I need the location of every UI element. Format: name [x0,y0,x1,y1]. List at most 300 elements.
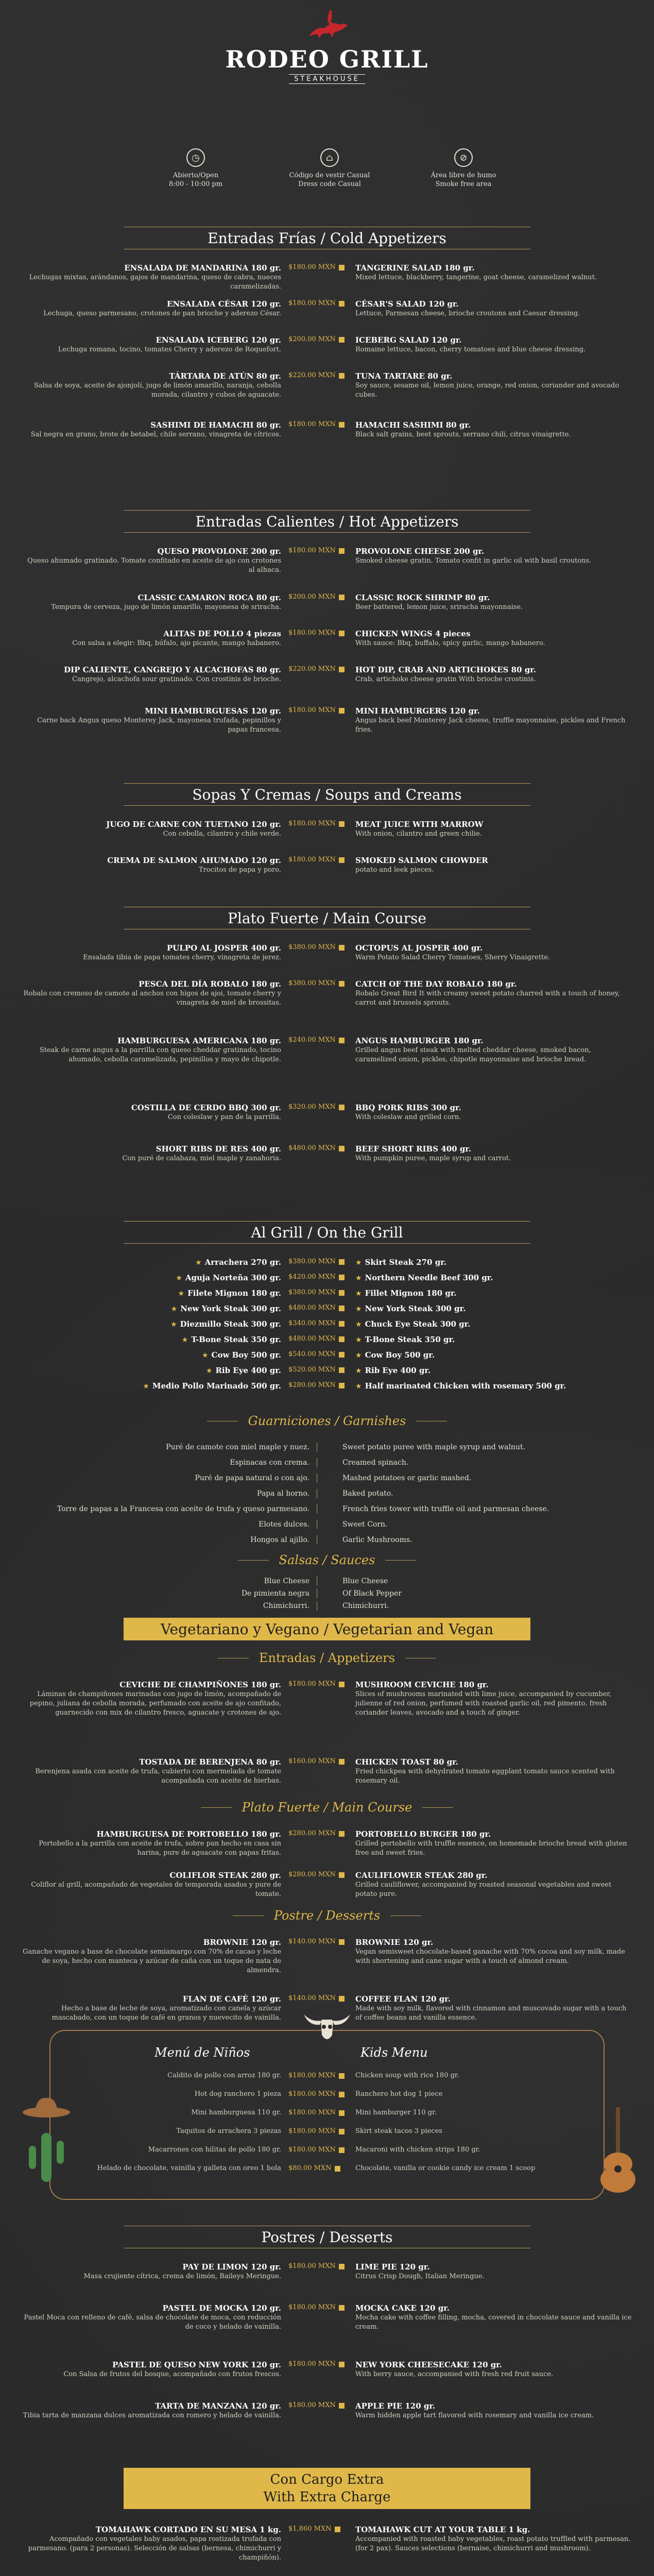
price-marker [339,1259,345,1265]
item-name-es: Medio Pollo Marinado 500 gr. [152,1381,281,1391]
item-name-en: Blue Cheese [342,1577,388,1585]
item-desc-en: With berry sauce, accompanied with fresh red fruit sauce. [355,2370,554,2378]
divider [317,1535,337,1545]
price [288,2303,350,2332]
star-icon: ★ [195,1259,202,1267]
price-marker [339,857,345,863]
kids-item [72,2071,582,2080]
menu-item [21,1829,633,1858]
list-item [21,1577,633,1586]
price-value: $380.00 MXN [288,1258,336,1265]
item-name-en: CLASSIC ROCK SHRIMP 80 gr. [355,593,490,602]
price-marker [339,708,345,714]
price [288,979,350,1008]
item-en [350,2524,633,2563]
price-line [288,1288,350,1297]
item-name-en: MOCKA CAKE 120 gr. [355,2303,450,2313]
brand-sub: STEAKHOUSE [289,74,365,84]
price-marker [339,1105,345,1110]
item-es [21,1303,288,1314]
price-marker [339,2129,345,2134]
grill-item [21,1350,633,1360]
item-en [350,665,633,684]
price-marker [339,1275,345,1280]
item-desc-en: With pumpkin puree, maple syrup and carrot. [355,1155,511,1162]
star-icon: ★ [201,1351,209,1360]
item-desc-en: Accompanied with roasted baby vegetables, roast potato truffled with parmesan. (for 2 pax). Sauces selections (bernaise, chimichurri and mushroom). [355,2535,631,2552]
item-es [21,299,288,318]
item-name-es: PASTEL DE QUESO NEW YORK 120 gr. [112,2360,281,2369]
price-value: $180.00 MXN [288,2127,336,2135]
item-es [72,2164,288,2173]
star-icon: ★ [178,1290,185,1298]
item-desc-es: Masa crujiente cítrica, crema de limón, Baileys Meringue. [83,2273,281,2280]
item-name-es: Torre de papas a la Francesa con aceite de trufa y queso parmesano. [57,1505,309,1513]
item-name-es: DIP CALIENTE, CANGREJO Y ALCACHOFAS 80 gr. [64,665,281,674]
no-smoking-icon: ⊘ [454,148,473,167]
price-line [288,1350,350,1359]
item-es [21,2524,288,2563]
kids-item [72,2108,582,2117]
item-en [350,1829,633,1858]
list-item [21,1473,633,1483]
item-name-en: Sweet Corn. [342,1520,388,1529]
menu-item [21,263,633,292]
price [288,420,350,439]
item-es [21,1473,317,1483]
menu-item [21,819,633,839]
item-es [21,1520,317,1529]
price-value: $180.00 MXN [288,2262,336,2270]
divider [317,1443,337,1452]
item-name-en: MINI HAMBURGERS 120 gr. [355,706,480,716]
list-item [21,1443,633,1452]
guitar-icon [592,2102,644,2195]
item-desc-en: Slices of mushrooms marinated with lime juice, accompanied by cucumber, julienne of red onion, perfumed with roasted garlic oil, red pimento, fresh coriander leaves, avocado and a touch of ginger. [355,1690,612,1717]
price-marker [339,1872,345,1878]
menu-item [21,1937,633,1975]
price [288,2164,350,2173]
price-line [288,665,350,674]
grill-item [21,1365,633,1376]
price-value: $480.00 MXN [288,1144,336,1152]
item-en [350,1144,633,1163]
menu-item [21,546,633,575]
price [288,1257,350,1267]
item-name-en: Creamed spinach. [342,1459,409,1467]
item-name-es: Puré de papa natural o con ajo. [195,1474,309,1482]
item-desc-en: Mixed lettuce, blackberry, tangerine, goat cheese, caramelized walnut. [355,274,597,281]
price-value: $180.00 MXN [288,299,336,307]
item-es [21,1870,288,1899]
price-value: $180.00 MXN [288,547,336,554]
item-es [21,1036,288,1064]
price [288,1334,350,1345]
price-line [288,943,350,952]
price [288,943,350,962]
item-name-es: Papa al horno. [257,1489,309,1498]
item-es [21,2401,288,2420]
divider [317,1589,337,1598]
price-value: $540.00 MXN [288,1350,336,1358]
price-value: $160.00 MXN [288,1757,336,1765]
price [288,629,350,648]
price-value: $380.00 MXN [288,943,336,951]
price-marker [339,2110,345,2116]
kids-item [72,2145,582,2155]
menu-item [21,420,633,439]
item-name-es: De pimienta negra [241,1589,309,1598]
item-name-es: PULPO AL JOSPER 400 gr. [166,943,281,953]
item-name-es: SHORT RIBS DE RES 400 gr. [156,1144,281,1154]
item-name-es: Rib Eye 400 gr. [215,1366,281,1375]
price-value: $320.00 MXN [288,1103,336,1111]
list-item [21,1504,633,1514]
item-es [21,979,288,1008]
item-name-en: Half marinated Chicken with rosemary 500 gr. [365,1381,566,1391]
item-en [350,855,633,875]
item-desc-en: Beer battered, lemon juice, sriracha mayonnaise. [355,603,523,611]
price [288,2524,350,2563]
item-es [21,706,288,735]
item-es [72,2090,288,2099]
item-name-en: CÉSAR'S SALAD 120 gr. [355,299,459,309]
item-es [72,2108,288,2117]
price-line [288,1103,350,1112]
item-name-es: QUESO PROVOLONE 200 gr. [157,547,281,556]
item-desc-es: Láminas de champiñones marinadas con jugo de limón, acompañado de pepino, juliana de cebolla morada, perfumado con aceite de ajo confitado, guarnecido con mix de cilantro fresco, aguacate y crotones de ajo. [29,1690,281,1717]
menu-item [21,629,633,648]
price-marker [339,422,345,428]
item-desc-es: Trocitos de papa y poro. [199,866,281,874]
item-en [350,2360,633,2379]
brand-name: RODEO GRILL [225,45,429,73]
item-name-en: ICEBERG SALAD 120 gr. [355,335,462,345]
item-name-es: ENSALADA DE MANDARINA 180 gr. [124,263,281,273]
item-name-es: T-Bone Steak 350 gr. [191,1335,281,1344]
menu-item [21,2262,633,2281]
menu-item [21,592,633,612]
item-name-en: T-Bone Steak 350 gr. [365,1335,455,1344]
grill-item [21,1273,633,1283]
item-name-es: PAY DE LIMON 120 gr. [182,2262,281,2272]
price [288,2090,350,2099]
price-marker [339,337,345,343]
section-soups: Sopas Y Cremas / Soups and Creams [124,783,530,806]
star-icon: ★ [143,1382,149,1391]
section-veg-desserts: Postre / Desserts [124,1906,530,1925]
price-value: $180.00 MXN [288,706,336,714]
item-desc-en: Made with soy milk, flavored with cinnamon and muscovado sugar with a touch of coffee beans and vanilla essence. [355,2005,627,2022]
item-desc-es: Queso ahumado gratinado. Tomate confitado en aceite de ajo con crotones al alhaca. [27,557,281,574]
item-name-en: Rib Eye 400 gr. [365,1366,431,1375]
item-desc-es: Portobello a la parrilla con aceite de trufa, sobre pan hecho en casa sin harina, pure de aguacate con papas fritas. [39,1840,281,1857]
price-value: $180.00 MXN [288,2146,336,2154]
item-desc-en: Fried chickpea with dehydrated tomato eggplant tomato sauce scented with rosemary oil. [355,1768,615,1785]
price-marker [339,1336,345,1342]
item-name-en: TUNA TARTARE 80 gr. [355,371,453,381]
item-name-en: CHICKEN WINGS 4 pieces [355,629,471,638]
price-marker [339,2305,345,2311]
item-en [350,2071,582,2080]
price-line [288,2262,350,2271]
price-marker [339,595,345,600]
logo [0,10,654,84]
menu-item [21,665,633,684]
item-en [350,1994,633,2023]
price-marker [339,548,345,554]
item-name-en: Garlic Mushrooms. [342,1536,412,1544]
price-value: $180.00 MXN [288,2109,336,2116]
price-line [288,1829,350,1838]
price-line [288,1937,350,1946]
item-name-es: CLASSIC CAMARON ROCA 80 gr. [137,593,281,602]
price-marker [339,1831,345,1837]
item-en [337,1473,633,1483]
item-desc-en: With sauce: Bbq, buffalo, spicy garlic, mango habanero. [355,639,545,647]
item-en [350,706,633,735]
item-desc-en: Romaine lettuce, bacon, cherry tomatoes and blue cheese dressing. [355,346,586,353]
item-es [21,1273,288,1283]
item-name-es: Diezmillo Steak 300 gr. [180,1319,281,1329]
price-value: $80.00 MXN [288,2164,332,2172]
item-name-en: APPLE PIE 120 gr. [355,2401,436,2411]
price [288,592,350,612]
item-es [21,2262,288,2281]
item-name-en: Chicken soup with rice 180 gr. [355,2072,459,2079]
item-en [337,1458,633,1467]
item-en [350,1870,633,1899]
item-es [21,1757,288,1786]
item-desc-es: Steak de carne angus a la parrilla con queso cheddar gratinado, tocino ahumado, cebolla caramelizada, pepinillos y mayo de chipotle. [39,1046,281,1063]
price-line [288,371,350,380]
price [288,1288,350,1298]
item-name-es: COSTILLA DE CERDO BBQ 300 gr. [131,1103,281,1112]
price-marker [339,1939,345,1945]
item-name-en: Skirt Steak 270 gr. [365,1258,446,1267]
item-desc-en: Citrus Crisp Dough, Italian Meringue. [355,2273,485,2280]
price-value: $280.00 MXN [288,1381,336,1389]
item-es [21,420,288,439]
item-desc-en: potato and leek pieces. [355,866,434,874]
item-es [21,1458,317,1467]
section-extra-charge: Con Cargo Extra With Extra Charge [124,2468,530,2509]
item-desc-en: Angus back beef Monterey Jack cheese, truffle mayonnaise, pickles and French fries. [355,717,626,734]
item-name-es: Hongos al ajillo. [250,1536,309,1544]
item-desc-es: Salsa de soya, aceite de ajonjolí, jugo de limón amarillo, naranja, cebolla morada, cilantro y cubos de aguacate. [34,382,281,399]
price [288,1870,350,1899]
item-desc-es: Carne back Angus queso Monterey Jack, mayonesa trufada, pepinillos y papas francesa. [37,717,281,734]
item-name-es: ENSALADA CÉSAR 120 gr. [167,299,281,309]
item-name-es: Cow Boy 500 gr. [211,1350,281,1360]
item-name-es: Blue Cheese [264,1577,309,1585]
price-value: $140.00 MXN [288,1994,336,2002]
item-name-en: SMOKED SALMON CHOWDER [355,856,488,865]
price [288,1937,350,1975]
item-en [350,1303,633,1314]
price [288,706,350,735]
divider [317,1601,337,1611]
price-value: $1,860 MXN [288,2525,332,2533]
item-desc-en: Robalo Great Bird It with creamy sweet potato charred with a touch of honey, carrot and brussels sprouts. [355,990,620,1007]
price [288,2071,350,2080]
item-en [350,1365,633,1376]
info-bar [144,148,515,189]
section-vegetarian: Vegetariano y Vegano / Vegetarian and Vegan [124,1618,530,1640]
item-es [21,1577,317,1586]
item-name-en: Baked potato. [342,1489,393,1498]
item-desc-en: Grilled cauliflower, accompanied by roasted seasonal vegetables and sweet potato pure. [355,1881,612,1898]
list-item [21,1489,633,1498]
star-icon: ★ [170,1305,178,1313]
star-icon: ★ [170,1320,177,1329]
section-hot-appetizers: Entradas Calientes / Hot Appetizers [124,510,530,533]
price-line [288,2108,350,2117]
star-icon: ★ [355,1351,362,1360]
menu-item [21,979,633,1008]
price [288,1365,350,1376]
item-desc-en: Lettuce, Parmesan cheese, brioche croutons and Caesar dressing. [355,310,580,317]
item-name-es: Macarrones con hilitas de pollo 180 gr. [148,2146,281,2154]
price [288,2108,350,2117]
price [288,1036,350,1064]
bull-rider-icon [304,10,350,41]
item-name-en: MEAT JUICE WITH MARROW [355,820,484,829]
price-value: $180.00 MXN [288,856,336,863]
item-name-en: New York Steak 300 gr. [365,1304,466,1313]
price-marker [339,2147,345,2153]
price-value: $180.00 MXN [288,420,336,428]
price-line [288,335,350,344]
kids-title-es: Menú de Niños [154,2045,250,2060]
item-name-en: Chocolate, vanilla or cookie candy ice cream 1 scoop [355,2164,536,2172]
price-line [288,420,350,429]
grill-item [21,1319,633,1329]
menu-item [21,2303,633,2332]
item-en [337,1443,633,1452]
item-es [21,943,288,962]
item-name-es: Aguja Norteña 300 gr. [185,1273,281,1282]
price-value: $180.00 MXN [288,1680,336,1688]
item-desc-en: Warm Potato Salad Cherry Tomatoes, Sherry Vinaigrette. [355,954,550,961]
price-marker [339,1038,345,1043]
price-value: $180.00 MXN [288,2360,336,2368]
item-name-es: Arrachera 270 gr. [204,1258,281,1267]
item-es [21,1601,317,1611]
price-marker [339,981,345,987]
item-name-en: LIME PIE 120 gr. [355,2262,430,2272]
price-value: $480.00 MXN [288,1304,336,1312]
price-marker [339,1146,345,1151]
price-line [288,855,350,865]
item-es [21,1381,288,1391]
item-name-en: CAULIFLOWER STEAK 280 gr. [355,1871,488,1880]
price-line [288,2360,350,2369]
price [288,1680,350,1718]
price-line [288,1319,350,1328]
item-name-en: TANGERINE SALAD 180 gr. [355,263,475,273]
price-value: $520.00 MXN [288,1366,336,1374]
price-line [288,979,350,988]
item-en [350,2262,633,2281]
price [288,855,350,875]
item-name-es: TOMAHAWK CORTADO EN SU MESA 1 kg. [95,2525,281,2534]
price-value: $200.00 MXN [288,593,336,601]
item-desc-es: Con salsa a elegir: Bbq, búfalo, ajo picante, mango habanero. [72,639,281,647]
item-name-en: Sweet potato puree with maple syrup and walnut. [342,1443,526,1451]
item-en [350,1257,633,1267]
star-icon: ★ [355,1382,362,1391]
item-es [21,1535,317,1545]
price-marker [339,1682,345,1687]
price-line [288,2164,350,2173]
item-en [350,546,633,575]
item-en [350,1334,633,1345]
item-desc-en: Vegan semisweet chocolate-based ganache with 70% cocoa and soy milk, made with shortening and cane sugar with a touch of almond cream. [355,1948,625,1965]
grill-item [21,1257,633,1267]
kids-title-en: Kids Menu [360,2045,428,2060]
price-value: $180.00 MXN [288,820,336,827]
item-desc-en: With coleslaw and grilled corn. [355,1113,461,1121]
item-es [21,592,288,612]
menu-item [21,1144,633,1163]
price [288,299,350,318]
price [288,1273,350,1283]
section-veg-main: Plato Fuerte / Main Course [124,1798,530,1817]
item-desc-es: Ensalada tibia de papa tomates cherry, vinagreta de jerez. [83,954,281,961]
item-name-es: PESCA DEL DÍA ROBALO 180 gr. [139,979,281,989]
item-name-es: Elotes dulces. [259,1520,309,1529]
item-name-es: Caldito de pollo con arroz 180 gr. [167,2072,281,2079]
price-value: $140.00 MXN [288,1938,336,1945]
star-icon: ★ [355,1320,362,1329]
price-value: $180.00 MXN [288,2303,336,2311]
item-en [337,1520,633,1529]
menu-item [21,2401,633,2420]
item-name-en: BEEF SHORT RIBS 400 gr. [355,1144,472,1154]
item-es [72,2145,288,2155]
price-line [288,299,350,308]
divider [317,1504,337,1514]
price-marker [339,1321,345,1327]
item-name-en: HAMACHI SASHIMI 80 gr. [355,420,471,430]
item-desc-en: Smoked cheese gratin. Tomato confit in garlic oil with basil croutons. [355,557,592,565]
item-en [350,335,633,354]
menu-item [21,1870,633,1899]
item-name-es: ALITAS DE POLLO 4 piezas [163,629,281,638]
price [288,1829,350,1858]
price-value: $180.00 MXN [288,2401,336,2409]
price-marker [339,1759,345,1765]
star-icon: ★ [355,1336,362,1344]
divider [317,1473,337,1483]
divider [317,1520,337,1529]
price-line [288,1994,350,2003]
price-value: $480.00 MXN [288,1335,336,1343]
price-marker [339,821,345,827]
item-name-es: PASTEL DE MOCKA 120 gr. [162,2303,281,2313]
price-marker [335,2166,340,2172]
bull-skull-icon [301,2009,353,2045]
star-icon: ★ [355,1367,362,1375]
item-en [350,1036,633,1064]
item-es [21,1589,317,1598]
grill-item [21,1381,633,1391]
price-line [288,263,350,272]
item-en [350,2108,582,2117]
price-value: $380.00 MXN [288,1289,336,1296]
item-en [350,1680,633,1718]
